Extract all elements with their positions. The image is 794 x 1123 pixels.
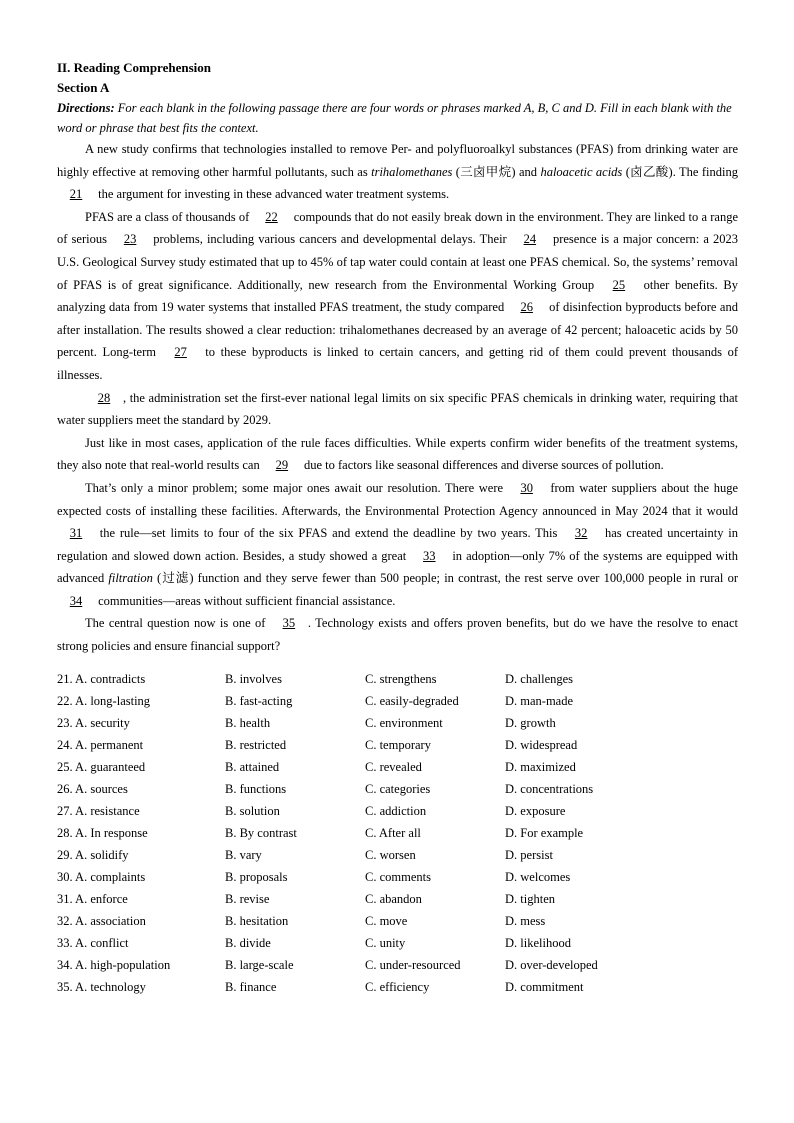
option-choice[interactable]: D. man-made bbox=[505, 693, 574, 708]
option-choice[interactable]: 30. A. complaints bbox=[57, 869, 146, 884]
option-choice[interactable]: 29. A. solidify bbox=[57, 847, 129, 862]
answer-options bbox=[57, 668, 738, 998]
option-choice[interactable]: C. abandon bbox=[365, 891, 422, 906]
passage-paragraph bbox=[57, 206, 738, 387]
option-choice[interactable]: B. finance bbox=[225, 979, 277, 994]
option-choice[interactable]: C. efficiency bbox=[365, 979, 430, 994]
option-choice[interactable]: C. comments bbox=[365, 869, 431, 884]
option-choice[interactable]: C. easily-degraded bbox=[365, 693, 459, 708]
passage-text: presence is a major concern: a 2023 U.S. Geological Survey study estimated that up to 45% of tap water could contain at least one PFAS chemical. So, the systems’ removal of PFAS is of great significance. Additionally, new research from the Environmental Working Group bbox=[57, 232, 739, 292]
option-choice[interactable]: D. exposure bbox=[505, 803, 566, 818]
option-choice[interactable]: 25. A. guaranteed bbox=[57, 759, 146, 774]
option-choice[interactable]: B. fast-acting bbox=[225, 693, 293, 708]
passage-text: A new study confirms that technologies installed to remove Per- and polyfluoroalkyl substances (PFAS) from drinking water are highly effective at removing other harmful pollutants, such as bbox=[57, 142, 738, 179]
passage-text: the rule—set limits to four of the six PFAS and extend the deadline by two years. This bbox=[95, 526, 563, 541]
blank-33[interactable]: 33 bbox=[423, 548, 436, 563]
option-row bbox=[57, 734, 738, 756]
passage-text: (过滤) function and they serve fewer than 500 people; in contrast, the rest serve over 100,000 people in rural or bbox=[152, 571, 738, 586]
option-choice[interactable]: B. functions bbox=[225, 781, 287, 796]
passage-paragraph bbox=[57, 138, 738, 206]
passage-paragraph bbox=[57, 477, 738, 613]
option-row bbox=[57, 888, 738, 910]
option-choice[interactable]: D. persist bbox=[505, 847, 553, 862]
option-choice[interactable]: C. After all bbox=[365, 825, 421, 840]
blank-32[interactable]: 32 bbox=[574, 526, 588, 541]
option-choice[interactable]: 28. A. In response bbox=[57, 825, 148, 840]
option-choice[interactable]: C. temporary bbox=[365, 737, 431, 752]
passage-text: communities—areas without sufficient financial assistance. bbox=[95, 593, 396, 608]
blank-31[interactable]: 31 bbox=[69, 526, 83, 541]
option-row bbox=[57, 910, 738, 932]
option-choice[interactable]: C. under-resourced bbox=[365, 957, 461, 972]
option-choice[interactable]: D. mess bbox=[505, 913, 546, 928]
option-row bbox=[57, 668, 738, 690]
passage-text: (卤乙酸). The finding bbox=[622, 164, 738, 179]
option-choice[interactable]: D. welcomes bbox=[505, 869, 571, 884]
worksheet-page bbox=[57, 58, 738, 998]
passage-text: The central question now is one of bbox=[85, 616, 270, 631]
option-choice[interactable]: B. large-scale bbox=[225, 957, 294, 972]
option-choice[interactable]: 27. A. resistance bbox=[57, 803, 140, 818]
blank-34[interactable]: 34 bbox=[69, 593, 83, 608]
option-choice[interactable]: B. divide bbox=[225, 935, 271, 950]
blank-24[interactable]: 24 bbox=[523, 232, 537, 247]
option-row bbox=[57, 822, 738, 844]
option-choice[interactable]: D. over-developed bbox=[505, 957, 598, 972]
option-choice[interactable]: 21. A. contradicts bbox=[57, 671, 146, 686]
option-choice[interactable]: C. addiction bbox=[365, 803, 427, 818]
option-choice[interactable]: D. maximized bbox=[505, 759, 576, 774]
option-choice[interactable]: B. By contrast bbox=[225, 825, 297, 840]
option-choice[interactable]: 26. A. sources bbox=[57, 781, 128, 796]
option-choice[interactable]: D. challenges bbox=[505, 671, 574, 686]
passage-paragraph bbox=[57, 387, 738, 432]
option-choice[interactable]: B. attained bbox=[225, 759, 280, 774]
option-choice[interactable]: B. vary bbox=[225, 847, 262, 862]
passage-text: in adoption—only 7% of the systems are equipped with advanced bbox=[57, 548, 738, 586]
directions-text: For each blank in the following passage there are four words or phrases marked A, B, C and D. Fill in each blank with the word or phrase that best fits the context. bbox=[57, 101, 732, 135]
passage-text: to these byproducts is linked to certain cancers, and getting rid of them could prevent thousands of illnesses. bbox=[57, 345, 739, 382]
blank-27[interactable]: 27 bbox=[174, 345, 187, 360]
passage-text: Just like in most cases, application of the rule faces difficulties. While experts confirm wider benefits of the treatment systems, they also note that real-world results can bbox=[57, 435, 738, 473]
section-title: II. Reading Comprehension bbox=[57, 60, 211, 75]
option-choice[interactable]: B. proposals bbox=[225, 869, 288, 884]
reading-passage bbox=[57, 138, 738, 658]
option-choice[interactable]: 22. A. long-lasting bbox=[57, 693, 151, 708]
option-choice[interactable]: C. move bbox=[365, 913, 408, 928]
option-choice[interactable]: B. solution bbox=[225, 803, 280, 818]
directions bbox=[57, 98, 738, 138]
passage-text: . Technology exists and offers proven benefits, but do we have the resolve to enact strong policies and ensure financial support? bbox=[57, 616, 739, 654]
option-choice[interactable]: D. tighten bbox=[505, 891, 555, 906]
passage-text: due to factors like seasonal differences and diverse sources of pollution. bbox=[300, 458, 664, 473]
option-row bbox=[57, 976, 738, 998]
italic-term: haloacetic acids bbox=[540, 164, 623, 179]
option-choice[interactable]: B. restricted bbox=[225, 737, 287, 752]
option-row bbox=[57, 954, 738, 976]
passage-text: other benefits. By analyzing data from 19 water systems that installed PFAS treatment, the study compared bbox=[57, 277, 738, 315]
option-row bbox=[57, 778, 738, 800]
option-row bbox=[57, 712, 738, 734]
option-choice[interactable]: D. For example bbox=[505, 825, 584, 840]
passage-text: the argument for investing in these advanced water treatment systems. bbox=[95, 187, 450, 202]
italic-term: filtration bbox=[108, 571, 153, 586]
italic-term: trihalomethanes bbox=[371, 164, 453, 179]
blank-35[interactable]: 35 bbox=[282, 616, 296, 631]
option-row bbox=[57, 756, 738, 778]
option-choice[interactable]: D. commitment bbox=[505, 979, 584, 994]
option-choice[interactable]: 23. A. security bbox=[57, 715, 130, 730]
option-choice[interactable]: C. environment bbox=[365, 715, 443, 730]
option-row bbox=[57, 866, 738, 888]
option-choice[interactable]: C. unity bbox=[365, 935, 406, 950]
option-choice[interactable]: D. concentrations bbox=[505, 781, 594, 796]
option-choice[interactable]: B. health bbox=[225, 715, 271, 730]
blank-25[interactable]: 25 bbox=[612, 277, 626, 292]
option-choice[interactable]: C. revealed bbox=[365, 759, 422, 774]
passage-text: PFAS are a class of thousands of bbox=[85, 209, 253, 224]
blank-26[interactable]: 26 bbox=[520, 300, 533, 315]
option-row bbox=[57, 690, 738, 712]
option-choice[interactable]: D. widespread bbox=[505, 737, 578, 752]
option-choice[interactable]: C. strengthens bbox=[365, 671, 437, 686]
option-choice[interactable]: B. involves bbox=[225, 671, 282, 686]
option-row bbox=[57, 932, 738, 954]
passage-text: has created uncertainty in regulation and slowed down action. Besides, a study showed a great bbox=[57, 526, 738, 563]
directions-label: Directions: bbox=[57, 101, 115, 115]
blank-28[interactable]: 28 bbox=[97, 390, 111, 405]
option-choice[interactable]: 34. A. high-population bbox=[57, 957, 171, 972]
blank-29[interactable]: 29 bbox=[275, 458, 289, 473]
blank-21[interactable]: 21 bbox=[69, 187, 83, 202]
option-choice[interactable]: D. likelihood bbox=[505, 935, 571, 950]
passage-text: (三卤甲烷) and bbox=[452, 164, 541, 179]
section-subtitle: Section A bbox=[57, 80, 110, 95]
passage-text: compounds that do not easily break down in the environment. They are linked to a range of serious bbox=[57, 209, 738, 247]
blank-23[interactable]: 23 bbox=[123, 232, 137, 247]
option-choice[interactable]: B. hesitation bbox=[225, 913, 289, 928]
option-row bbox=[57, 800, 738, 822]
passage-text: from water suppliers about the huge expected costs of installing these facilities. Afterwards, the Environmental Protection Agency announced in May 2024 that it would bbox=[57, 480, 738, 518]
option-choice[interactable]: 32. A. association bbox=[57, 913, 146, 928]
passage-text: problems, including various cancers and developmental delays. Their bbox=[149, 232, 511, 247]
option-choice[interactable]: 31. A. enforce bbox=[57, 891, 128, 906]
option-choice[interactable]: 24. A. permanent bbox=[57, 737, 144, 752]
blank-30[interactable]: 30 bbox=[520, 480, 533, 495]
option-choice[interactable]: C. worsen bbox=[365, 847, 416, 862]
passage-text: , the administration set the first-ever national legal limits on six specific PFAS chemicals in drinking water, requiring that water suppliers meet the standard by 2029. bbox=[57, 390, 738, 428]
option-choice[interactable]: D. growth bbox=[505, 715, 556, 730]
blank-22[interactable]: 22 bbox=[265, 209, 278, 224]
passage-text: of disinfection byproducts before and after installation. The results showed a clear reduction: trihalomethanes decreased by an average of 42 percent; haloacetic acids by 50 percent. Long-term bbox=[57, 300, 738, 360]
option-choice[interactable]: B. revise bbox=[225, 891, 270, 906]
option-row bbox=[57, 844, 738, 866]
option-choice[interactable]: C. categories bbox=[365, 781, 431, 796]
passage-paragraph bbox=[57, 432, 738, 477]
passage-text: That’s only a minor problem; some major ones await our resolution. There were bbox=[85, 480, 508, 495]
option-choice[interactable]: 33. A. conflict bbox=[57, 935, 129, 950]
option-choice[interactable]: 35. A. technology bbox=[57, 979, 146, 994]
passage-paragraph bbox=[57, 612, 738, 657]
